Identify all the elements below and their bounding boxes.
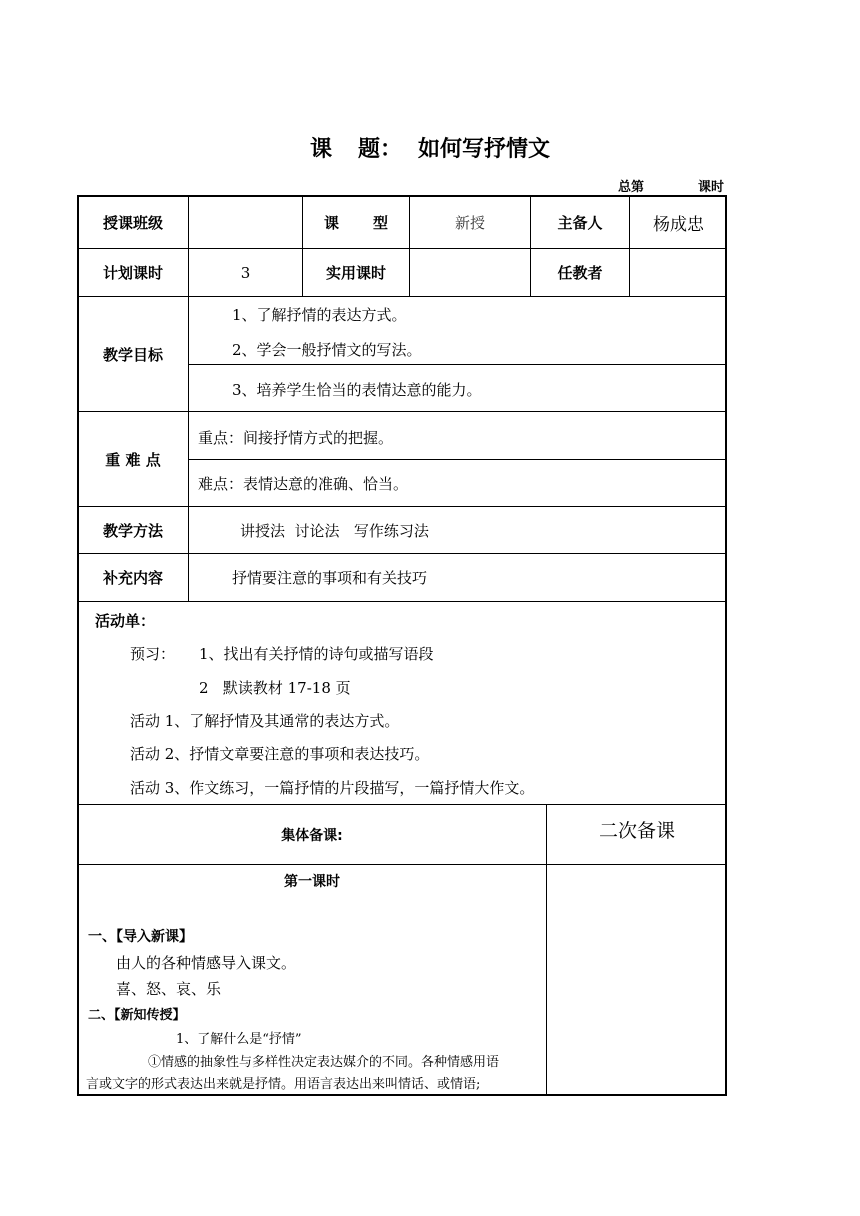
preview-item: 2 默读教材 17-18 页 [199,679,351,697]
goal-item: 1、了解抒情的表达方式。 [232,306,407,324]
type-label [303,196,409,248]
goal-item: 2、学会一般抒情文的写法。 [232,341,422,359]
title-label: 课 [309,136,332,162]
collective-prep-label: 集体备课: [281,827,343,844]
section-2-title: 二、【新知传授】 [88,1008,186,1023]
goal-item: 3、培养学生恰当的表情达意的能力。 [232,381,482,399]
lead-label: 主备人 [557,213,603,232]
section-2-paragraph: 言或文字的形式表达出来就是抒情。用语言表达出来叫情话、或情语; [86,1077,481,1092]
teacher-label: 任教者 [557,264,603,282]
section-2-subtitle: 1、了解什么是“抒情” [176,1032,302,1047]
section-2-paragraph: ①情感的抽象性与多样性决定表达媒介的不同。各种情感用语 [148,1055,500,1070]
difficult-point: 难点：表情达意的准确、恰当。 [198,475,409,493]
lesson-label: 课时 [698,180,725,195]
page-title [0,132,860,163]
first-lesson-title: 第一课时 [284,874,340,890]
planned-label: 计划课时 [102,264,163,282]
second-prep-label: 二次备课 [598,820,675,842]
title-text: 如何写抒情文 [418,137,551,162]
methods-value: 讲授法 讨论法 写作练习法 [240,522,429,540]
teacher-value [630,249,727,296]
actual-value [410,249,530,296]
total-label: 总第 [618,180,645,195]
activity-item: 活动 1、了解抒情及其通常的表达方式。 [130,712,400,730]
activity-title: 活动单： [95,612,156,630]
lead-value: 杨成忠 [653,214,704,235]
type-label-2: 型 [373,213,389,232]
class-label: 授课班级 [102,213,163,232]
methods-label: 教学方法 [102,521,163,540]
activity-item: 活动 2、抒情文章要注意的事项和表达技巧。 [130,745,430,763]
activity-item: 活动 3、作文练习，一篇抒情的片段描写，一篇抒情大作文。 [130,779,535,797]
section-1-line: 由人的各种情感导入课文。 [116,954,297,972]
supplement-label: 补充内容 [102,569,163,587]
type-value: 新授 [454,213,485,232]
type-label-1: 课 [323,213,339,232]
actual-label: 实用课时 [325,264,386,282]
planned-value: 3 [240,263,251,282]
title-label-2: 题： [357,136,402,162]
class-value [189,196,302,248]
lesson-total [618,176,724,195]
key-points-label: 重 难 点 [105,450,161,469]
section-1-title: 一、【导入新课】 [88,929,193,945]
preview-label: 预习： [130,645,176,663]
section-1-line: 喜、怒、哀、乐 [116,980,222,998]
key-point: 重点：间接抒情方式的把握。 [198,429,394,447]
supplement-value: 抒情要注意的事项和有关技巧 [232,569,428,587]
preview-item: 1、找出有关抒情的诗句或描写语段 [199,645,434,663]
goals-label: 教学目标 [102,345,163,364]
